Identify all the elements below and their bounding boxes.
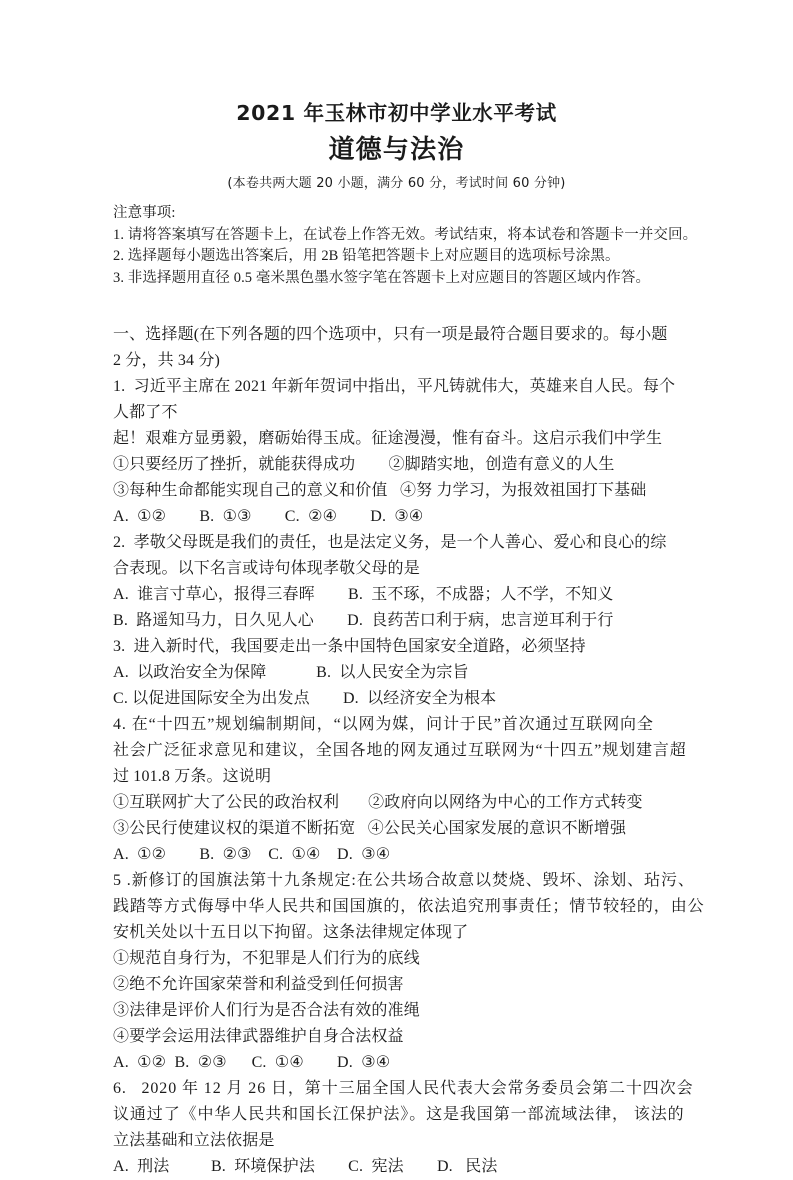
question-2 — [113, 530, 698, 634]
question-stem-line: 3. 进入新时代，我国要走出一条中国特色国家安全道路，必须坚持 — [113, 638, 586, 655]
section-heading-cont: 2 分，共 34 分) — [113, 352, 220, 369]
question-option-line[interactable]: A. ①② B. ①③ C. ②④ D. ③④ — [113, 508, 424, 525]
notice-item: 2. 选择题每小题选出答案后，用 2B 铅笔把答题卡上对应题目的选项标号涂黑。 — [113, 248, 620, 264]
page-header — [0, 100, 793, 194]
subject-title: 道德与法治 — [328, 135, 465, 165]
question-option-line[interactable]: A. 刑法 B. 环境保护法 C. 宪法 D. 民法 — [113, 1158, 498, 1175]
question-stem-line: 过 101.8 万条。这说明 — [113, 768, 272, 785]
question-6 — [113, 1076, 698, 1180]
question-stem-line: 1. 习近平主席在 2021 年新年贺词中指出，平凡铸就伟大，英雄来自人民。每个 — [113, 378, 676, 395]
notice-item: 1. 请将答案填写在答题卡上，在试卷上作答无效。考试结束，将本试卷和答题卡一并交回。 — [113, 226, 698, 243]
question-statement-line: ④要学会运用法律武器维护自身合法权益 — [113, 1028, 404, 1045]
notice-heading: 注意事项: — [113, 205, 176, 221]
question-statement-line: ①规范自身行为，不犯罪是人们行为的底线 — [113, 950, 420, 967]
question-option-line[interactable]: A. ①② B. ②③ C. ①④ D. ③④ — [113, 846, 391, 863]
question-stem-line: 践踏等方式侮辱中华人民共和国国旗的，依法追究刑事责任；情节较轻的，由公 — [113, 898, 705, 915]
question-stem-line: 起！艰难方显勇毅，磨砺始得玉成。征途漫漫，惟有奋斗。这启示我们中学生 — [113, 430, 663, 447]
section-heading: 一、选择题(在下列各题的四个选项中，只有一项是最符合题目要求的。每小题 — [113, 326, 668, 343]
question-stem-line: 立法基础和立法依据是 — [113, 1132, 275, 1149]
question-option-line[interactable]: B. 路遥知马力，日久见人心 D. 良药苦口利于病，忠言逆耳利于行 — [113, 612, 614, 629]
question-stem-line: 社会广泛征求意见和建议，全国各地的网友通过互联网为“十四五”规划建言超 — [113, 742, 687, 759]
question-stem-line: 安机关处以十五日以下拘留。这条法律规定体现了 — [113, 924, 469, 941]
question-1 — [113, 374, 698, 530]
question-statement-line: ③公民行使建议权的渠道不断拓宽 ④公民关心国家发展的意识不断增强 — [113, 820, 627, 837]
question-stem-line: 人都了不 — [113, 404, 178, 421]
question-stem-line: 2. 孝敬父母既是我们的责任，也是法定义务，是一个人善心、爱心和良心的综 — [113, 534, 667, 551]
question-stem-line: 4. 在“十四五”规划编制期间，“以网为媒，问计于民”首次通过互联网向全 — [113, 716, 654, 733]
question-statement-line: ③每种生命都能实现自己的意义和价值 ④努 力学习，为报效祖国打下基础 — [113, 482, 647, 499]
question-option-line[interactable]: A. 以政治安全为保障 B. 以人民安全为宗旨 — [113, 664, 469, 681]
exam-title: 2021 年玉林市初中学业水平考试 — [236, 101, 557, 125]
question-stem-line: 6. 2020 年 12 月 26 日，第十三届全国人民代表大会常务委员会第二十四次会 — [113, 1080, 694, 1097]
question-3 — [113, 634, 698, 712]
question-5 — [113, 868, 705, 1076]
question-option-line[interactable]: A. 谁言寸草心，报得三春晖 B. 玉不琢，不成器；人不学，不知义 — [113, 586, 614, 603]
question-stem-line: 5 .新修订的国旗法第十九条规定:在公共场合故意以焚烧、毁坏、涂划、玷污、 — [113, 872, 695, 889]
question-statement-line: ①只要经历了挫折，就能获得成功 ②脚踏实地，创造有意义的人生 — [113, 456, 615, 473]
notice-block — [113, 203, 698, 289]
notice-item: 3. 非选择题用直径 0.5 毫米黑色墨水签字笔在答题卡上对应题目的答题区域内作答。 — [113, 269, 651, 286]
question-stem-line: 议通过了《中华人民共和国长江保护法》。这是我国第一部流域法律， 该法的 — [113, 1106, 685, 1123]
question-option-line[interactable]: A. ①② B. ②③ C. ①④ D. ③④ — [113, 1054, 391, 1071]
question-statement-line: ③法律是评价人们行为是否合法有效的准绳 — [113, 1002, 420, 1019]
question-4 — [113, 712, 698, 868]
exam-meta: (本卷共两大题 20 小题，满分 60 分，考试时间 60 分钟) — [227, 176, 566, 191]
question-statement-line: ②绝不允许国家荣誉和利益受到任何损害 — [113, 976, 404, 993]
questions-body — [113, 322, 705, 1180]
question-stem-line: 合表现。以下名言或诗句体现孝敬父母的是 — [113, 560, 420, 577]
question-statement-line: ①互联网扩大了公民的政治权利 ②政府向以网络为中心的工作方式转变 — [113, 794, 643, 811]
question-option-line[interactable]: C. 以促进国际安全为出发点 D. 以经济安全为根本 — [113, 690, 497, 707]
